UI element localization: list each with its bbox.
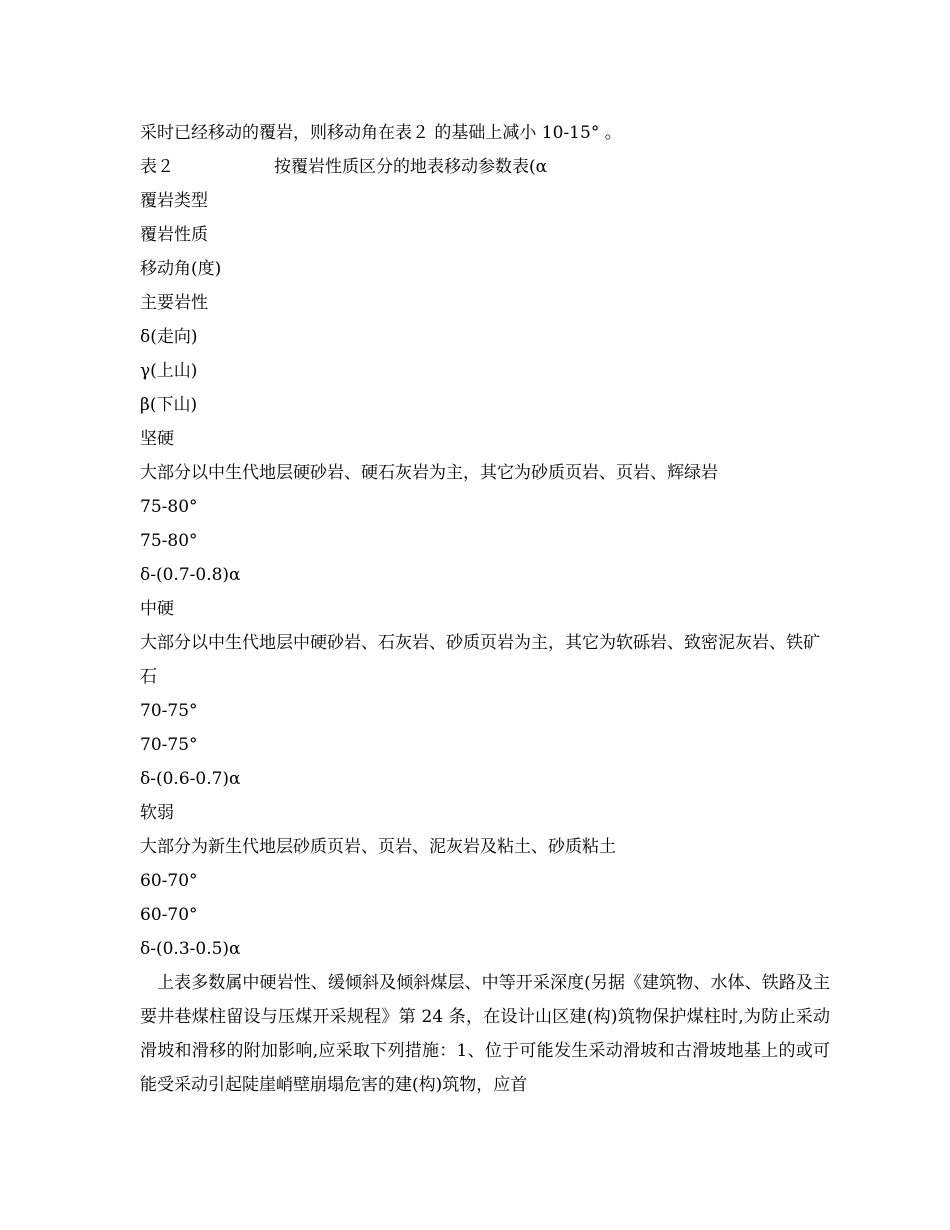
header-cell-delta-strike: δ(走向) <box>140 327 198 347</box>
table-cell-soft-gamma: 60-70° <box>140 905 198 925</box>
table-cell-medium-beta: δ-(0.6-0.7)α <box>140 769 241 789</box>
header-cell-beta-downslope: β(下山) <box>140 395 198 415</box>
table-cell-hard: 坚硬 <box>140 429 174 449</box>
table-cell-soft-delta: 60-70° <box>140 871 198 891</box>
header-cell-overburden-property: 覆岩性质 <box>140 225 208 245</box>
table-cell-medium-lithology: 大部分以中生代地层中硬砂岩、石灰岩、砂质页岩为主，其它为软砾岩、致密泥灰岩、铁矿石 <box>140 633 820 687</box>
table-number: 表２ <box>140 157 174 177</box>
document-body <box>140 116 830 1102</box>
table-title: 按覆岩性质区分的地表移动参数表(α <box>274 157 548 177</box>
table-cell-medium-gamma: 70-75° <box>140 735 198 755</box>
header-cell-main-lithology: 主要岩性 <box>140 293 208 313</box>
table-cell-hard-beta: δ-(0.7-0.8)α <box>140 565 241 585</box>
table-cell-medium: 中硬 <box>140 599 174 619</box>
table-cell-soft-lithology: 大部分为新生代地层砂质页岩、页岩、泥灰岩及粘土、砂质粘土 <box>140 837 616 857</box>
body-paragraph: 上表多数属中硬岩性、缓倾斜及倾斜煤层、中等开采深度(另据《建筑物、水体、铁路及主要井巷煤柱留设与压煤开采规程》第 24 条，在设计山区建(构)筑物保护煤柱时,为防止采动滑坡和滑移的附加影响,应采取下列措施：1、位于可能发生采动滑坡和古滑坡地基上的或可能受采动引起陡崖峭壁崩塌危害的建(构)筑物，应首 <box>140 973 830 1095</box>
table-cell-soft: 软弱 <box>140 803 174 823</box>
table-cell-hard-lithology: 大部分以中生代地层硬砂岩、硬石灰岩为主，其它为砂质页岩、页岩、辉绿岩 <box>140 463 718 483</box>
header-cell-movement-angle: 移动角(度) <box>140 259 222 279</box>
table-cell-soft-beta: δ-(0.3-0.5)α <box>140 939 241 959</box>
header-cell-gamma-upslope: γ(上山) <box>140 361 198 381</box>
table-cell-hard-gamma: 75-80° <box>140 531 198 551</box>
table-cell-hard-delta: 75-80° <box>140 497 198 517</box>
table-cell-medium-delta: 70-75° <box>140 701 198 721</box>
header-cell-overburden-type: 覆岩类型 <box>140 191 208 211</box>
intro-line: 采时已经移动的覆岩，则移动角在表２ 的基础上减小 10-15° 。 <box>140 123 622 143</box>
table-caption <box>140 150 830 184</box>
